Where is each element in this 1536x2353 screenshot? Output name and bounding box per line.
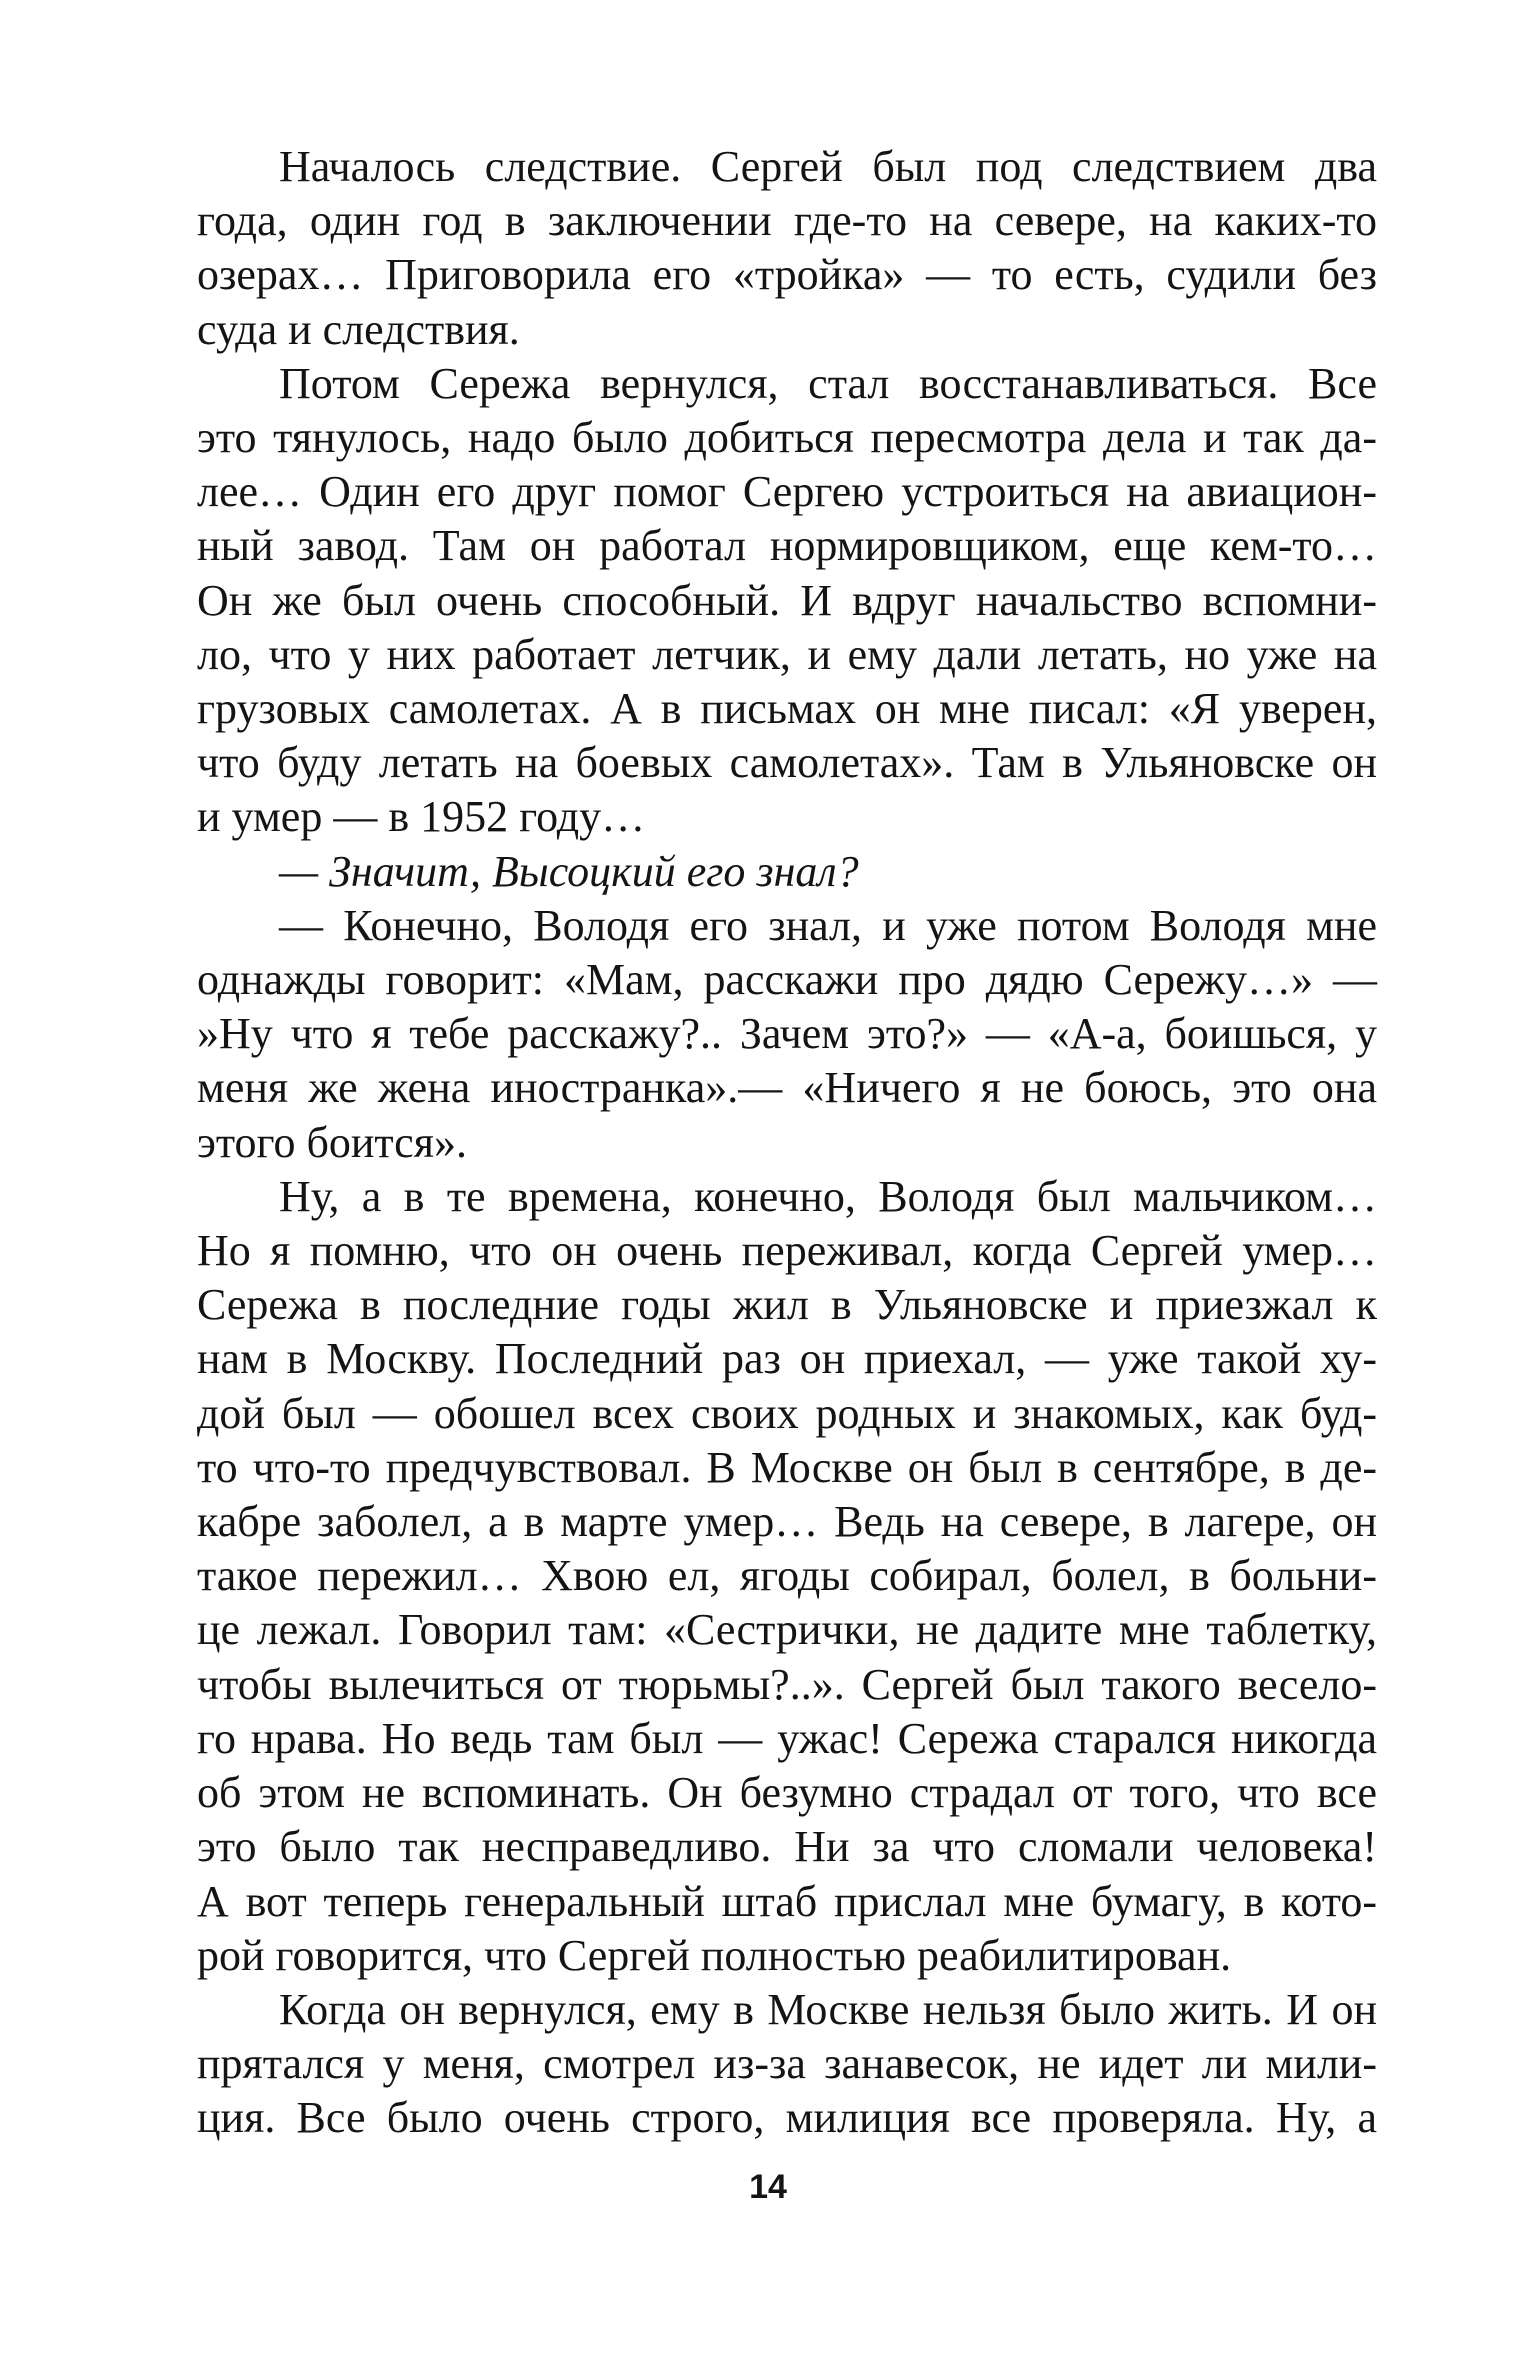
interview-question: — Значит, Высоцкий его знал? <box>279 846 859 896</box>
text-line: го нрава. Но ведь там был — ужас! Сережа старался никогда <box>197 1713 1377 1763</box>
text-line: такое пережил… Хвою ел, ягоды собирал, болел, в больни- <box>197 1551 1377 1601</box>
text-line: это было так несправедливо. Ни за что сломали человека! <box>197 1822 1377 1872</box>
text-line: Сережа в последние годы жил в Ульяновске и приезжал к <box>197 1280 1377 1330</box>
text-line: це лежал. Говорил там: «Сестрички, не дадите мне таблетку, <box>197 1605 1377 1655</box>
text-line: Когда он вернулся, ему в Москве нельзя было жить. И он <box>279 1984 1377 2034</box>
text-line: суда и следствия. <box>197 304 520 354</box>
text-line: — Конечно, Володя его знал, и уже потом Володя мне <box>279 900 1377 950</box>
text-line: Но я помню, что он очень переживал, когда Сергей умер… <box>197 1226 1377 1276</box>
text-line: кабре заболел, а в марте умер… Ведь на севере, в лагере, он <box>197 1497 1377 1547</box>
body-text <box>197 140 1377 2146</box>
text-line: лее… Один его друг помог Сергею устроиться на авиацион- <box>197 467 1377 517</box>
text-line: рой говорится, что Сергей полностью реабилитирован. <box>197 1930 1232 1980</box>
text-line: нам в Москву. Последний раз он приехал, — уже такой ху- <box>197 1334 1377 1384</box>
text-line: прятался у меня, смотрел из-за занавесок, не идет ли мили- <box>197 2039 1377 2089</box>
text-line: Он же был очень способный. И вдруг начальство вспомни- <box>197 575 1377 625</box>
text-line: ный завод. Там он работал нормировщиком, еще кем-то… <box>197 521 1377 571</box>
text-line: об этом не вспоминать. Он безумно страдал от того, что все <box>197 1768 1377 1818</box>
text-line: однажды говорит: «Мам, расскажи про дядю Сережу…» — <box>197 955 1377 1005</box>
text-line: этого боится». <box>197 1117 467 1167</box>
page-number: 14 <box>749 2168 787 2206</box>
text-line: А вот теперь генеральный штаб прислал мне бумагу, в кото- <box>197 1876 1377 1926</box>
text-line: то что-то предчувствовал. В Москве он был в сентябре, в де- <box>197 1442 1377 1492</box>
text-line: года, один год в заключении где-то на севере, на каких-то <box>197 196 1377 246</box>
text-line: Потом Сережа вернулся, стал восстанавливаться. Все <box>279 358 1377 408</box>
text-line: Ну, а в те времена, конечно, Володя был мальчиком… <box>279 1171 1377 1221</box>
text-line: и умер — в 1952 году… <box>197 792 646 842</box>
text-line: что буду летать на боевых самолетах». Там в Ульяновске он <box>197 738 1377 788</box>
text-line: это тянулось, надо было добиться пересмотра дела и так да- <box>197 413 1377 463</box>
text-line: озерах… Приговорила его «тройка» — то есть, судили без <box>197 250 1377 300</box>
text-line: »Ну что я тебе расскажу?.. Зачем это?» — «А-а, боишься, у <box>197 1009 1377 1059</box>
text-line: ция. Все было очень строго, милиция все проверяла. Ну, а <box>197 2093 1377 2143</box>
text-line: ло, что у них работает летчик, и ему дали летать, но уже на <box>197 629 1377 679</box>
text-line: чтобы вылечиться от тюрьмы?..». Сергей был такого весело- <box>197 1659 1377 1709</box>
text-line: меня же жена иностранка».— «Ничего я не боюсь, это она <box>197 1063 1377 1113</box>
text-line: Началось следствие. Сергей был под следствием два <box>279 142 1377 191</box>
text-line: грузовых самолетах. А в письмах он мне писал: «Я уверен, <box>197 684 1377 734</box>
text-line: дой был — обошел всех своих родных и знакомых, как буд- <box>197 1388 1377 1438</box>
